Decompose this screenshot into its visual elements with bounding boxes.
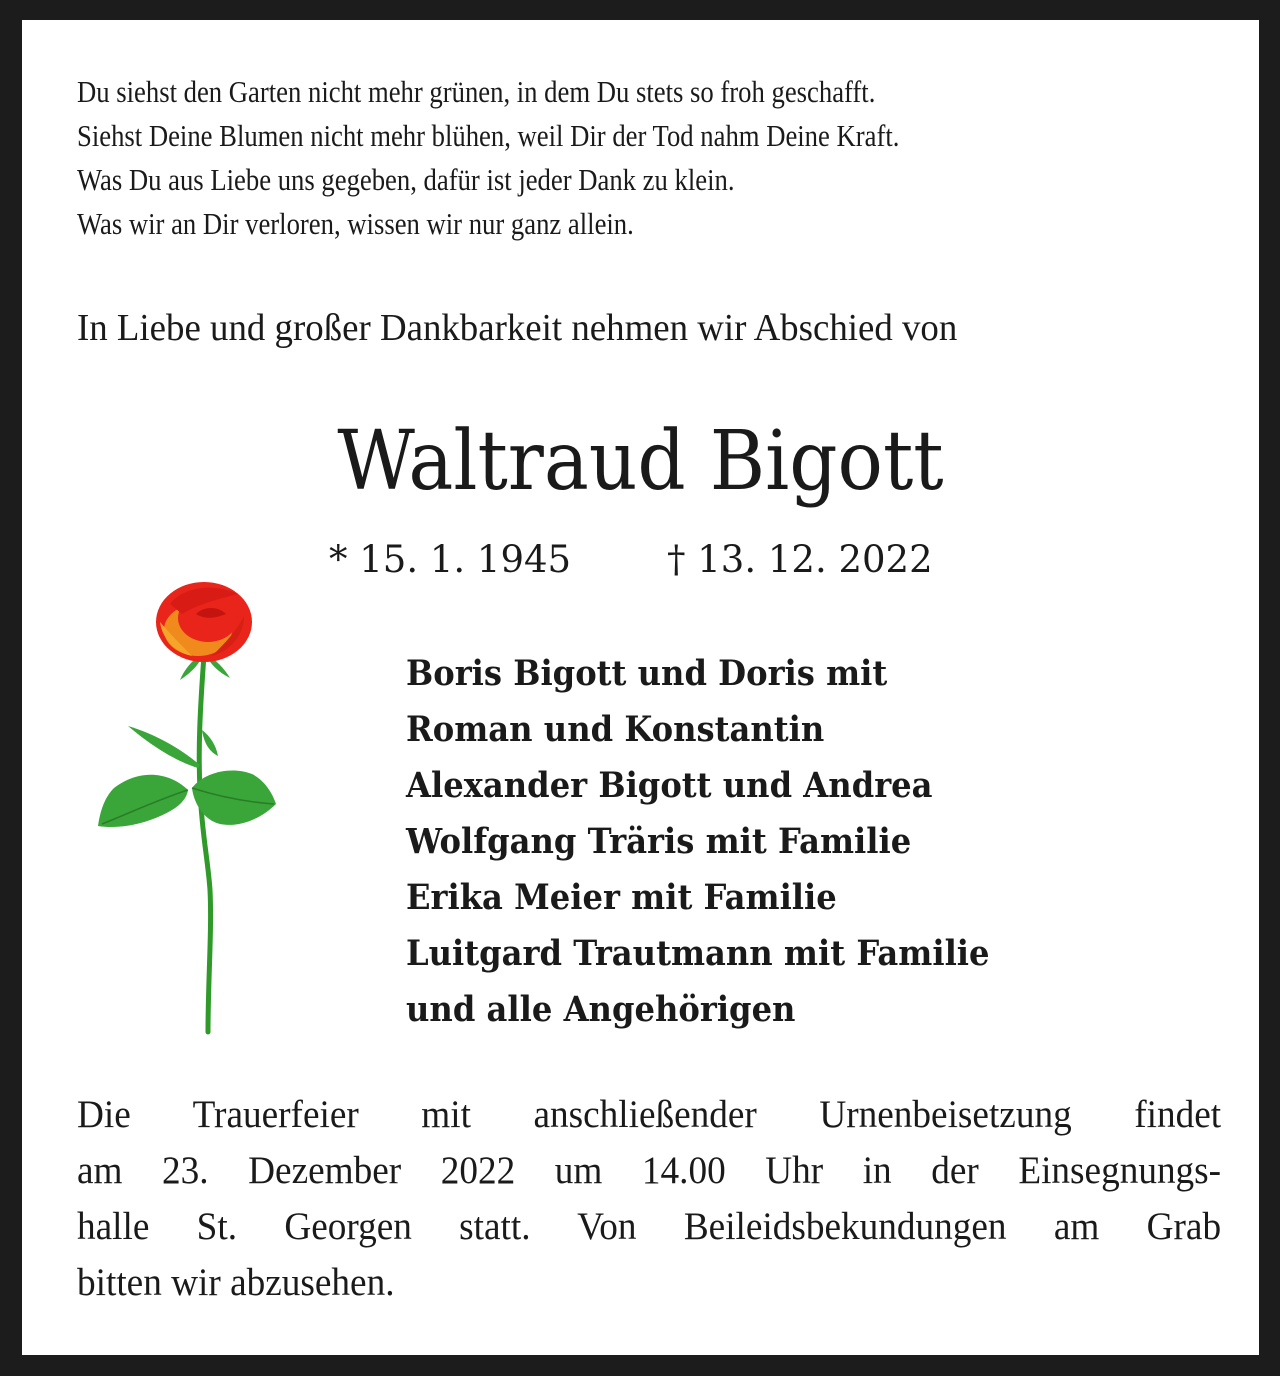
- mourner-line: Luitgard Trautmann mit Familie: [406, 933, 990, 974]
- poem-line: Was Du aus Liebe uns gegeben, dafür ist jeder Dank zu klein.: [77, 162, 735, 197]
- poem-line: Du siehst den Garten nicht mehr grünen, in dem Du stets so froh geschafft.: [77, 74, 876, 109]
- notice-line: Die Trauerfeier mit anschließender Urnenbeisetzung findet: [77, 1093, 1222, 1136]
- notice-line: bitten wir abzusehen.: [77, 1261, 395, 1304]
- farewell-intro: In Liebe und großer Dankbarkeit nehmen wir Abschied von: [77, 307, 958, 349]
- deceased-name: Waltraud Bigott: [337, 414, 944, 509]
- poem-line: Was wir an Dir verloren, wissen wir nur ganz allein.: [77, 206, 634, 241]
- notice-line: am 23. Dezember 2022 um 14.00 Uhr in der Einsegnungs-: [77, 1149, 1222, 1192]
- mourner-line: Alexander Bigott und Andrea: [406, 765, 933, 806]
- obituary-card: [22, 20, 1259, 1355]
- funeral-notice: [77, 1087, 1222, 1311]
- poem-line: Siehst Deine Blumen nicht mehr blühen, weil Dir der Tod nahm Deine Kraft.: [77, 118, 900, 153]
- birth-date: * 15. 1. 1945: [329, 538, 572, 581]
- rose-icon: [92, 560, 282, 1040]
- mourner-line: Erika Meier mit Familie: [406, 877, 837, 918]
- mourner-line: und alle Angehörigen: [406, 989, 796, 1030]
- death-date: † 13. 12. 2022: [667, 538, 933, 581]
- mourner-line: Boris Bigott und Doris mit: [406, 653, 888, 694]
- mourner-line: Roman und Konstantin: [406, 709, 825, 750]
- notice-line: halle St. Georgen statt. Von Beileidsbekundungen am Grab: [77, 1205, 1222, 1248]
- mourner-line: Wolfgang Träris mit Familie: [406, 821, 912, 862]
- mourners-list: [406, 646, 990, 1038]
- life-dates: [329, 535, 933, 585]
- poem: [77, 70, 1057, 246]
